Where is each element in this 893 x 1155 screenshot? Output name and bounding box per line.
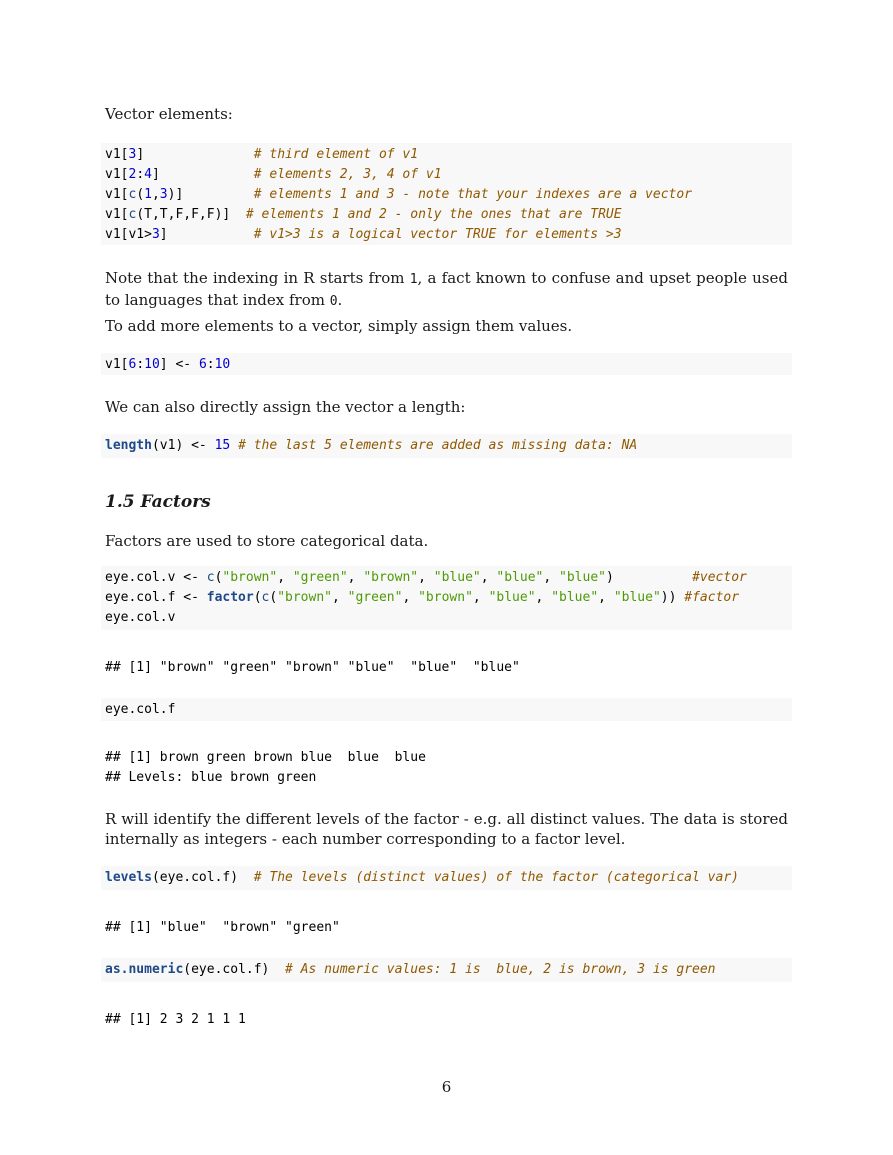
section-heading-factors: 1.5 Factors [105, 492, 211, 512]
code-token: 10 [214, 357, 231, 372]
code-block-levels [101, 866, 792, 890]
code-block-assign [101, 353, 792, 375]
code-line [105, 568, 788, 588]
code-token: , [480, 570, 497, 585]
code-token: levels [105, 870, 152, 885]
code-token: 3 [128, 147, 137, 162]
inline-code-zero: 0 [329, 294, 338, 309]
code-token: ) [605, 570, 693, 585]
code-token: v1[ [105, 167, 129, 182]
note-text-mid: , a fact known to confuse and upset people used to languages that index from [105, 269, 788, 309]
code-token: "blue" [488, 590, 536, 605]
code-token: ( [136, 187, 145, 202]
code-token: (v1) <- [151, 438, 215, 453]
output-line: ## [1] "blue" "brown" "green" [105, 920, 340, 935]
code-block-print-factor [101, 698, 792, 721]
code-line [105, 225, 788, 245]
code-token: as.numeric [105, 962, 184, 977]
code-token: , [535, 590, 552, 605]
code-token: # elements 2, 3, 4 of v1 [253, 167, 442, 182]
output-vector-print [105, 658, 520, 678]
code-token: c [128, 187, 137, 202]
code-line [105, 588, 788, 608]
code-line [105, 436, 788, 456]
code-token: ( [214, 570, 223, 585]
code-token: (eye.col.f) [183, 962, 286, 977]
paragraph-levels-explain: R will identify the different levels of the factor - e.g. all distinct values. The data is stored internally as integers - each number corresponding to a factor level. [105, 810, 788, 848]
code-line [105, 145, 788, 165]
code-line [105, 185, 788, 205]
code-token [230, 438, 238, 453]
code-token: ] <- [159, 357, 199, 372]
code-token: ] [151, 167, 254, 182]
code-line [105, 608, 788, 628]
code-token: 15 [214, 438, 231, 453]
code-token: , [598, 590, 614, 605]
code-token: , [347, 570, 364, 585]
code-token: # v1>3 is a logical vector TRUE for elements >3 [253, 227, 622, 242]
code-token: c [128, 207, 137, 222]
code-token: v1[v1> [105, 227, 152, 242]
output-line: ## [1] "brown" "green" "brown" "blue" "blue" "blue" [105, 660, 520, 675]
code-token: eye.col.f [105, 702, 176, 717]
inline-code-one: 1 [409, 272, 418, 287]
code-block-length [101, 434, 792, 458]
paragraph-indexing-note [105, 268, 788, 312]
code-token: factor [206, 590, 254, 605]
code-token: # the last 5 elements are added as missing data: NA [238, 438, 638, 453]
output-line: ## [1] 2 3 2 1 1 1 [105, 1012, 246, 1027]
code-token: v1[ [105, 187, 129, 202]
code-token: "brown" [222, 570, 278, 585]
code-line [105, 868, 788, 888]
code-token: (T,T,F,F,F)] [136, 207, 246, 222]
code-token: # The levels (distinct values) of the factor (categorical var) [253, 870, 739, 885]
code-token: : [206, 357, 215, 372]
code-token: "blue" [551, 590, 599, 605]
code-token: v1[ [105, 147, 129, 162]
output-line: ## Levels: blue brown green [105, 770, 317, 785]
code-token: (eye.col.f) [151, 870, 254, 885]
paragraph-assign-length: We can also directly assign the vector a length: [105, 398, 466, 416]
code-token: # third element of v1 [253, 147, 419, 162]
code-token: v1[ [105, 207, 129, 222]
note-text-end: . [337, 291, 343, 309]
code-token: , [543, 570, 560, 585]
code-token: eye.col.f <- [105, 590, 207, 605]
code-token: ] [136, 147, 254, 162]
code-token: : [136, 357, 145, 372]
code-token: 3 [159, 187, 168, 202]
code-block-indexing [101, 143, 792, 245]
code-token: , [418, 570, 434, 585]
code-token: : [136, 167, 145, 182]
paragraph-add-elements: To add more elements to a vector, simply assign them values. [105, 317, 573, 335]
code-line [105, 355, 788, 375]
paragraph-vector-elements: Vector elements: [105, 105, 233, 123]
code-token: , [277, 570, 293, 585]
code-line [105, 700, 788, 720]
code-token: # As numeric values: 1 is blue, 2 is brown, 3 is green [285, 962, 716, 977]
code-token: "blue" [559, 570, 606, 585]
code-token: "brown" [418, 590, 473, 605]
paragraph-factors-intro: Factors are used to store categorical data. [105, 532, 429, 550]
code-token: "green" [347, 590, 403, 605]
code-token: 3 [151, 227, 160, 242]
output-numeric-print [105, 1010, 246, 1030]
code-token: eye.col.v [105, 610, 176, 625]
code-token: c [261, 590, 270, 605]
code-token: "blue" [433, 570, 481, 585]
output-factor-print [105, 748, 426, 788]
page-number: 6 [441, 1078, 452, 1096]
code-block-numeric [101, 958, 792, 982]
output-line: ## [1] brown green brown blue blue blue [105, 750, 426, 765]
code-token: 2 [128, 167, 137, 182]
code-token: "green" [292, 570, 348, 585]
code-token: "brown" [277, 590, 332, 605]
code-line [105, 205, 788, 225]
output-levels-print [105, 918, 340, 938]
code-token: , [151, 187, 160, 202]
code-token: )] [167, 187, 254, 202]
code-token: )) [660, 590, 685, 605]
code-token: v1[ [105, 357, 129, 372]
code-token: 10 [144, 357, 160, 372]
code-token: # elements 1 and 2 - only the ones that are TRUE [245, 207, 622, 222]
code-token: "blue" [496, 570, 544, 585]
code-line [105, 165, 788, 185]
code-token: #factor [684, 590, 740, 605]
code-token: "blue" [613, 590, 661, 605]
code-token: "brown" [363, 570, 419, 585]
code-token: ] [159, 227, 254, 242]
code-token: , [332, 590, 348, 605]
code-block-factor-create [101, 566, 792, 630]
code-token: 6 [128, 357, 137, 372]
code-token: , [402, 590, 419, 605]
code-token: ( [269, 590, 278, 605]
code-token: c [206, 570, 215, 585]
code-token: #vector [692, 570, 747, 585]
code-token: length [105, 438, 152, 453]
code-token: , [472, 590, 489, 605]
code-token: ( [253, 590, 262, 605]
code-token: 6 [198, 357, 207, 372]
code-token: 1 [144, 187, 152, 202]
code-token: 4 [144, 167, 152, 182]
note-text-prefix: Note that the indexing in R starts from [105, 269, 410, 287]
code-token: eye.col.v <- [105, 570, 207, 585]
code-line [105, 960, 788, 980]
code-token: # elements 1 and 3 - note that your indexes are a vector [253, 187, 693, 202]
